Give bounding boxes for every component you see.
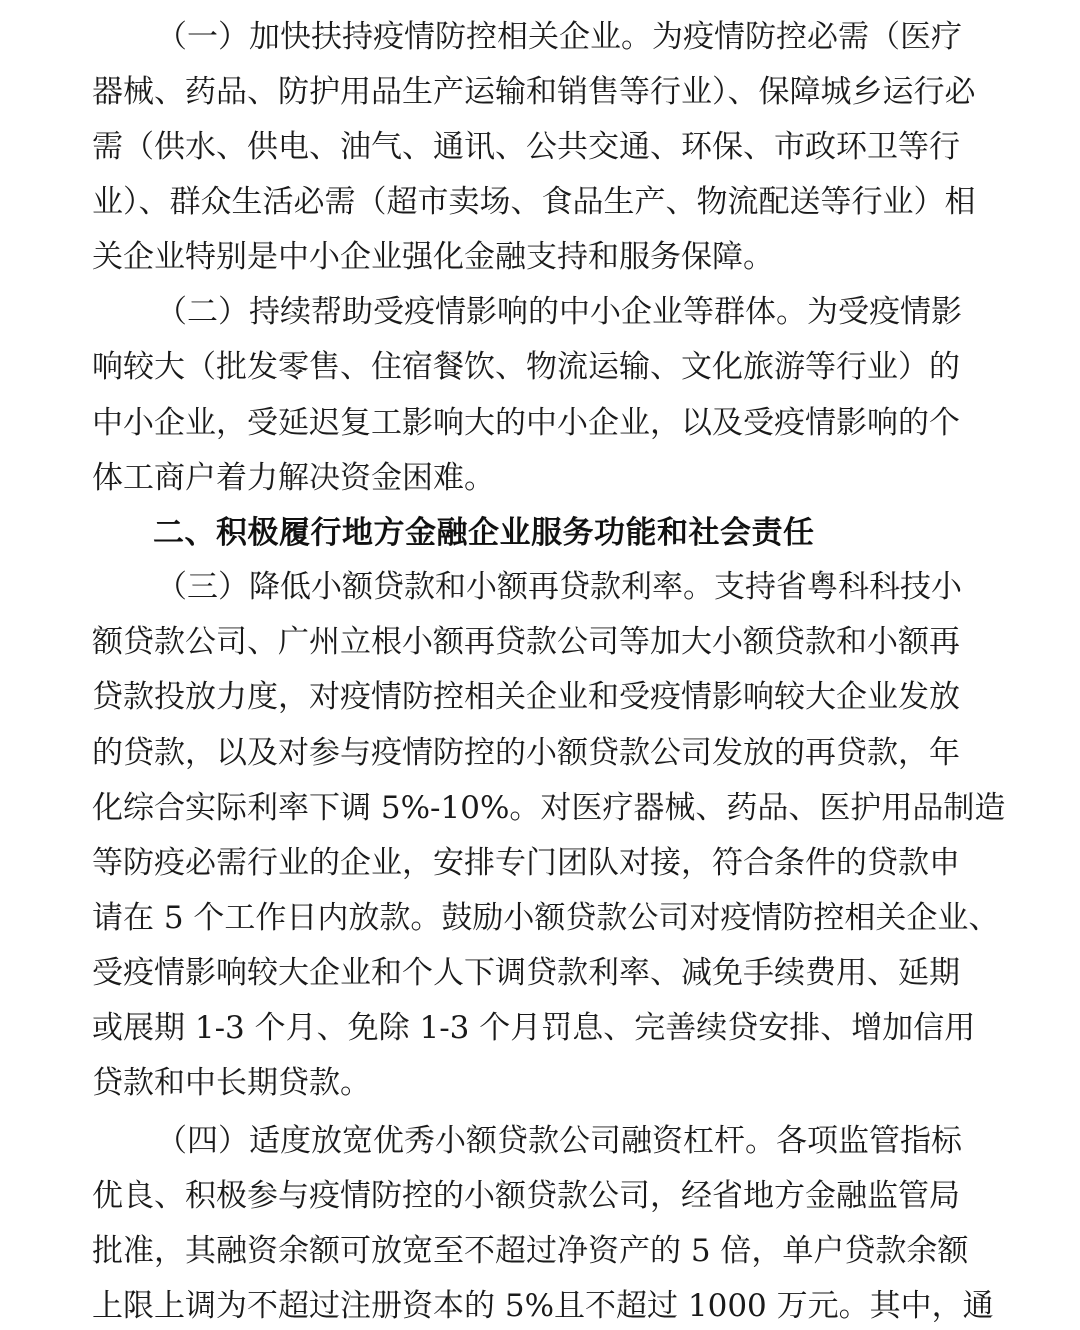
paragraph-3-line-2: 额贷款公司、广州立根小额再贷款公司等加大小额贷款和小额再 xyxy=(92,624,960,660)
paragraph-3-line-7: 请在 5 个工作日内放款。鼓励小额贷款公司对疫情防控相关企业、 xyxy=(92,900,1000,936)
paragraph-1-line-5: 关企业特别是中小企业强化金融支持和服务保障。 xyxy=(92,239,774,275)
paragraph-3-line-10: 贷款和中长期贷款。 xyxy=(92,1065,371,1101)
section-heading: 二、积极履行地方金融企业服务功能和社会责任 xyxy=(153,515,815,551)
paragraph-3-line-6: 等防疫必需行业的企业，安排专门团队对接，符合条件的贷款申 xyxy=(92,845,960,881)
paragraph-3-line-9: 或展期 1-3 个月、免除 1-3 个月罚息、完善续贷安排、增加信用 xyxy=(92,1010,976,1046)
paragraph-1-line-3: 需（供水、供电、油气、通讯、公共交通、环保、市政环卫等行 xyxy=(92,129,960,165)
paragraph-4-line-2: 优良、积极参与疫情防控的小额贷款公司，经省地方金融监管局 xyxy=(92,1178,960,1214)
paragraph-3-line-3: 贷款投放力度，对疫情防控相关企业和受疫情影响较大企业发放 xyxy=(92,679,960,715)
paragraph-3-line-1: （三）降低小额贷款和小额再贷款利率。支持省粤科科技小 xyxy=(156,569,962,605)
paragraph-4-line-1: （四）适度放宽优秀小额贷款公司融资杠杆。各项监管指标 xyxy=(156,1123,962,1159)
paragraph-2-line-4: 体工商户着力解决资金困难。 xyxy=(92,460,495,496)
paragraph-4-line-4: 上限上调为不超过注册资本的 5%且不超过 1000 万元。其中，通 xyxy=(92,1288,994,1324)
paragraph-4-line-3: 批准，其融资余额可放宽至不超过净资产的 5 倍，单户贷款余额 xyxy=(92,1233,969,1269)
paragraph-2-line-1: （二）持续帮助受疫情影响的中小企业等群体。为受疫情影 xyxy=(156,294,962,330)
paragraph-3-line-5: 化综合实际利率下调 5%-10%。对医疗器械、药品、医护用品制造 xyxy=(92,790,1006,826)
paragraph-1-line-1: （一）加快扶持疫情防控相关企业。为疫情防控必需（医疗 xyxy=(156,19,962,55)
paragraph-1-line-4: 业）、群众生活必需（超市卖场、食品生产、物流配送等行业）相 xyxy=(92,184,976,220)
paragraph-3-line-4: 的贷款，以及对参与疫情防控的小额贷款公司发放的再贷款，年 xyxy=(92,735,960,771)
paragraph-2-line-3: 中小企业，受延迟复工影响大的中小企业，以及受疫情影响的个 xyxy=(92,405,960,441)
paragraph-2-line-2: 响较大（批发零售、住宿餐饮、物流运输、文化旅游等行业）的 xyxy=(92,349,960,385)
paragraph-1-line-2: 器械、药品、防护用品生产运输和销售等行业）、保障城乡运行必 xyxy=(92,74,976,110)
paragraph-3-line-8: 受疫情影响较大企业和个人下调贷款利率、减免手续费用、延期 xyxy=(92,955,960,991)
